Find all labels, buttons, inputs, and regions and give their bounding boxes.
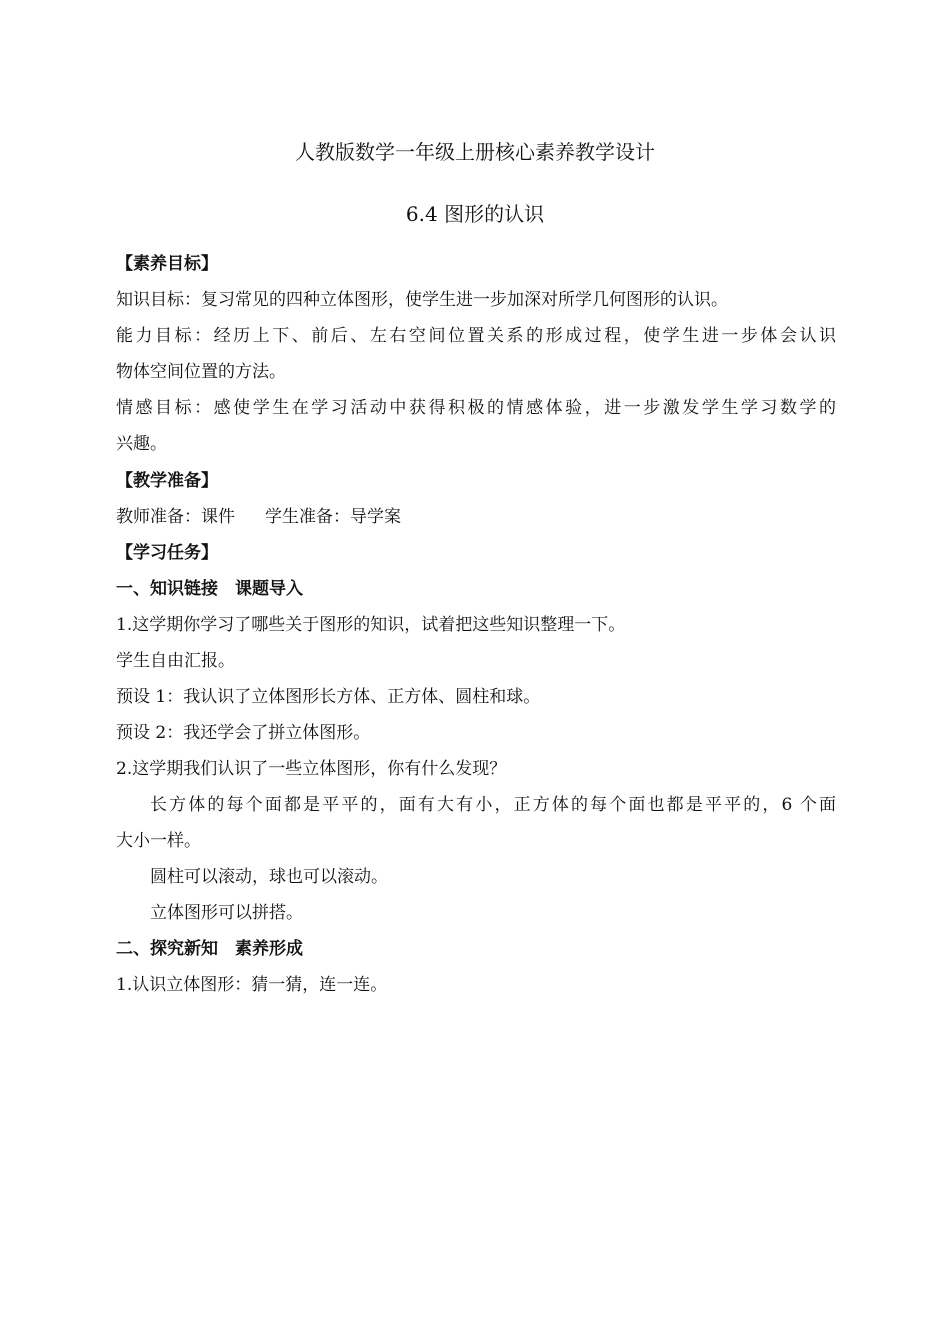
goal-ability-line1: 能力目标：经历上下、前后、左右空间位置关系的形成过程，使学生进一步体会认识 <box>116 326 836 346</box>
goals-heading: 【素养目标】 <box>116 254 218 274</box>
goal-knowledge: 知识目标：复习常见的四种立体图形，使学生进一步加深对所学几何图形的认识。 <box>116 290 728 310</box>
question-3: 1.认识立体图形：猜一猜，连一连。 <box>116 975 388 995</box>
document-title: 人教版数学一年级上册核心素养教学设计 <box>295 140 655 164</box>
task-heading: 【学习任务】 <box>116 543 218 563</box>
answer-3: 立体图形可以拼搭。 <box>150 903 303 923</box>
prep-heading: 【教学准备】 <box>116 471 218 491</box>
part2-heading: 二、探究新知 素养形成 <box>116 939 303 959</box>
prep-teacher: 教师准备：课件 <box>116 507 235 527</box>
goal-emotion-line1: 情感目标：感使学生在学习活动中获得积极的情感体验，进一步激发学生学习数学的 <box>116 398 836 418</box>
part1-heading: 一、知识链接 课题导入 <box>116 579 303 599</box>
prep-line <box>116 505 401 529</box>
preset-2: 预设 2：我还学会了拼立体图形。 <box>116 723 371 743</box>
lesson-subtitle: 6.4 图形的认识 <box>405 202 545 226</box>
question-1: 1.这学期你学习了哪些关于图形的知识，试着把这些知识整理一下。 <box>116 615 626 635</box>
question-1-note: 学生自由汇报。 <box>116 651 235 671</box>
question-2: 2.这学期我们认识了一些立体图形，你有什么发现？ <box>116 759 507 779</box>
answer-1-line2: 大小一样。 <box>116 831 201 851</box>
prep-student: 学生准备：导学案 <box>265 507 401 527</box>
answer-1-line1: 长方体的每个面都是平平的，面有大有小，正方体的每个面也都是平平的，6 个面 <box>150 795 836 815</box>
goal-ability-line2: 物体空间位置的方法。 <box>116 362 286 382</box>
goal-emotion-line2: 兴趣。 <box>116 434 167 454</box>
answer-2: 圆柱可以滚动，球也可以滚动。 <box>150 867 388 887</box>
preset-1: 预设 1：我认识了立体图形长方体、正方体、圆柱和球。 <box>116 687 541 707</box>
